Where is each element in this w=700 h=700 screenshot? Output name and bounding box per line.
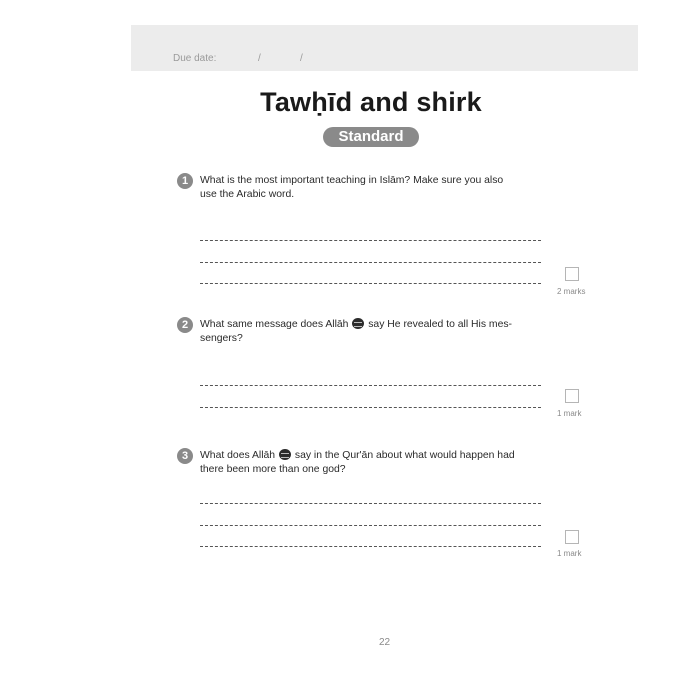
question-2-marks: 1 mark — [557, 409, 582, 418]
question-2-number: 2 — [177, 317, 193, 333]
question-2-line-1a: What same message does Allāh — [200, 319, 349, 330]
answer-line[interactable] — [200, 525, 541, 526]
question-3-line-1a: What does Allāh — [200, 450, 276, 461]
worksheet-page — [131, 25, 638, 685]
question-1-line-2: use the Arabic word. — [200, 189, 295, 200]
question-3-mark-checkbox[interactable] — [565, 530, 579, 544]
question-1-line-1: What is the most important teaching in Islām? Make sure you also — [200, 175, 504, 186]
due-date-slash-2: / — [300, 53, 303, 64]
question-2-text — [200, 318, 545, 346]
answer-line[interactable] — [200, 407, 541, 408]
page-number: 22 — [378, 637, 391, 648]
due-date-slash-1: / — [258, 53, 261, 64]
question-2-line-1b: say He revealed to all His mes- — [368, 319, 513, 330]
question-1-text — [200, 174, 545, 202]
answer-line[interactable] — [200, 546, 541, 547]
honorific-icon — [352, 318, 364, 329]
due-date-band — [131, 25, 638, 71]
answer-line[interactable] — [200, 283, 541, 284]
page-title: Tawḥīd and shirk — [260, 87, 482, 117]
question-3-number: 3 — [177, 448, 193, 464]
question-1-marks: 2 marks — [557, 287, 586, 296]
question-3-line-2: there been more than one god? — [200, 464, 346, 475]
question-1-mark-checkbox[interactable] — [565, 267, 579, 281]
answer-line[interactable] — [200, 385, 541, 386]
question-1-number: 1 — [177, 173, 193, 189]
due-date-label: Due date: — [173, 53, 217, 64]
level-badge: Standard — [323, 127, 419, 147]
question-3-line-1b: say in the Qur'ān about what would happen had — [294, 450, 515, 461]
question-3-marks: 1 mark — [557, 549, 582, 558]
answer-line[interactable] — [200, 503, 541, 504]
answer-line[interactable] — [200, 240, 541, 241]
question-2-mark-checkbox[interactable] — [565, 389, 579, 403]
question-2-line-2: sengers? — [200, 333, 243, 344]
honorific-icon — [279, 449, 291, 460]
answer-line[interactable] — [200, 262, 541, 263]
question-3-text — [200, 449, 545, 477]
